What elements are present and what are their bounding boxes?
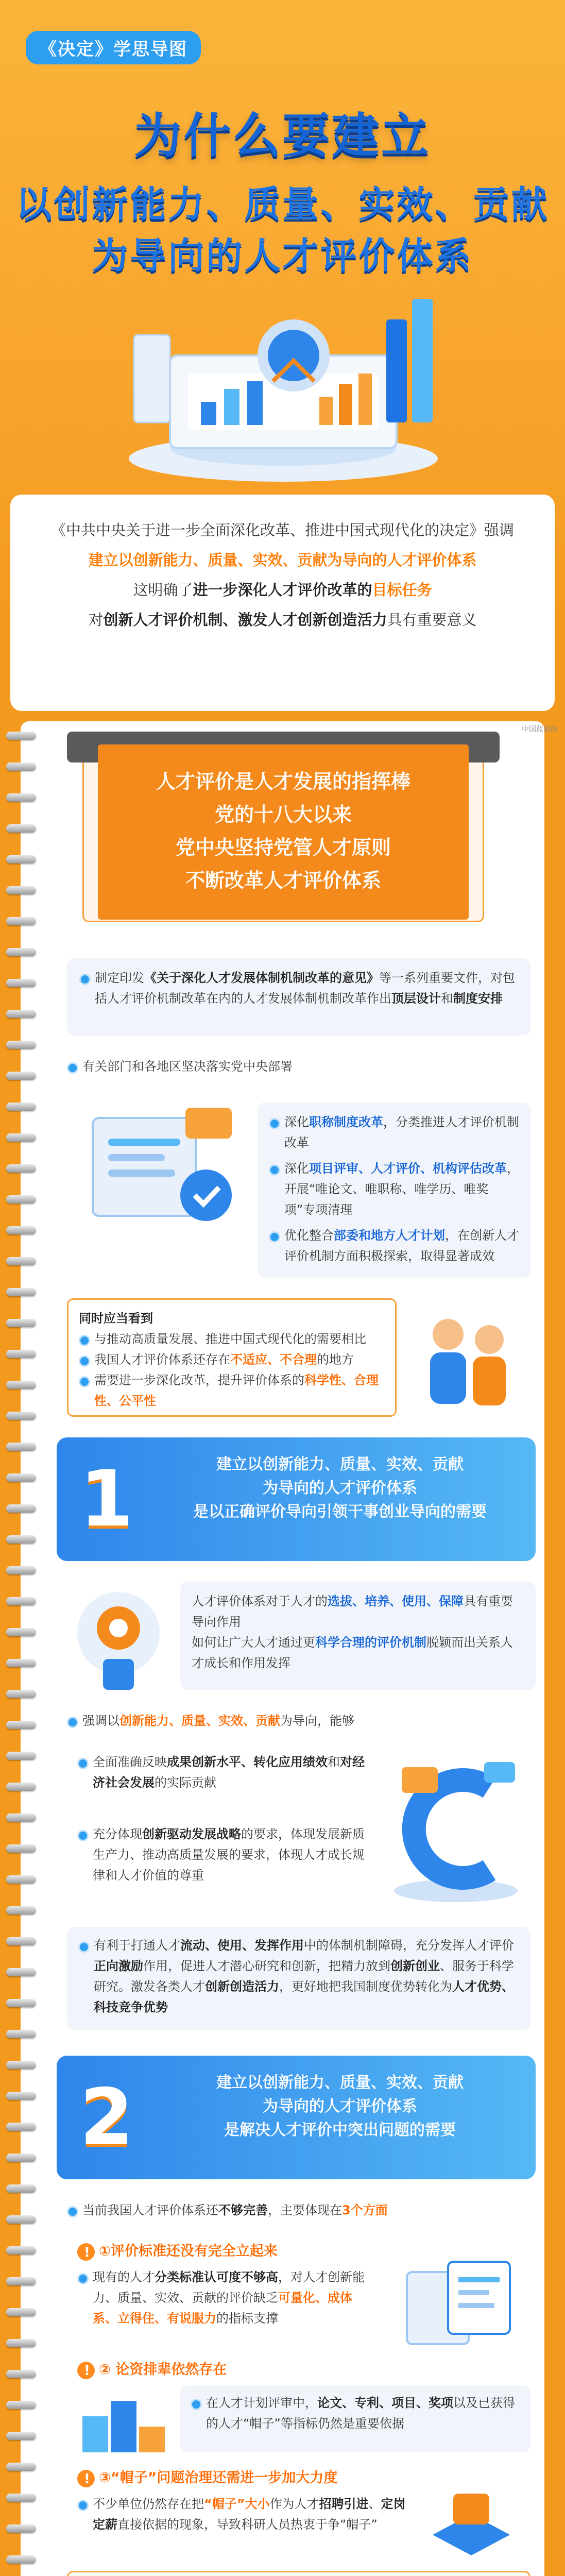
intro-line1: 《中共中央关于进一步全面深化改革、推进中国式现代化的决定》强调: [50, 521, 514, 539]
s1p5-e: 作用，促进人才潜心研究和创新，把精力放到: [143, 1959, 390, 1973]
header-tag: 《决定》学思导图: [26, 31, 201, 64]
h2-c: 的地方: [317, 1352, 354, 1367]
r3-a: 优化整合: [284, 1228, 334, 1243]
s2p2-a: 在人才计划评审中，: [206, 2396, 317, 2410]
section-2-title: [155, 2071, 525, 2142]
s1p3-b: 成果创新水平、转化应用绩效: [167, 1755, 328, 1769]
s2-intro: [67, 2200, 530, 2226]
b1-d: 顶层设计: [391, 991, 441, 1006]
notebook-ring: [6, 1412, 36, 1420]
s1-title-l2: 为导向的人才评价体系: [263, 1479, 417, 1497]
notebook-ring: [6, 1504, 36, 1513]
notebook-ring: [6, 1381, 36, 1389]
s1p3-a: 全面准确反映: [93, 1755, 167, 1769]
notebook-ring: [6, 1628, 36, 1636]
s1p1-d: 如何让广大人才通过更: [192, 1635, 315, 1650]
s1p4-c: 的要求，体现发展新质生产力、推动高质量发展的要求，体现人才成长规律和人才价值的尊重: [93, 1827, 365, 1883]
documents-illustration: [391, 2257, 525, 2354]
implementation-text: 有关部门和各地区坚决落实党中央部署: [67, 1056, 530, 1077]
h3-a: 需要进一步深化改革，提升评价体系的: [94, 1373, 304, 1387]
watermark: 中国蓝新闻: [522, 725, 558, 734]
s2i-b: 不够完善: [218, 2203, 268, 2217]
h2-a: 我国人才评价体系还存在: [94, 1352, 230, 1367]
s1p3-c: 和: [328, 1755, 340, 1769]
hat-illustration: [417, 2483, 525, 2561]
notebook-ring: [6, 1535, 36, 1544]
section-1-title: [155, 1453, 525, 1524]
b1-e: 和: [441, 991, 453, 1006]
reform-item-3: [269, 1225, 519, 1266]
notebook-ring: [6, 1350, 36, 1358]
notebook-ring: [6, 732, 36, 740]
notebook-ring: [6, 762, 36, 771]
r2-a: 深化: [284, 1161, 309, 1176]
s1p5-g: 、服务于科学研究。激发各类人才: [94, 1959, 514, 1994]
notebook-ring: [6, 1133, 36, 1142]
notebook-ring: [6, 1783, 36, 1791]
s1p1-b: 选拔、培养、使用、保障: [328, 1594, 464, 1608]
banner-line2: 党的十八大以来: [214, 803, 352, 826]
notebook-ring: [6, 1999, 36, 2007]
printer-banner: [67, 732, 500, 917]
s1-mechanism: [67, 1927, 530, 2030]
s1-title-l3: 是以正确评价导向引领干事创业导向的需要: [193, 1503, 487, 1521]
banner-line3: 党中央坚持党管人才原则: [175, 836, 391, 859]
s2p3-c: 作为人才: [269, 2497, 319, 2511]
s1-reflect-text: [77, 1752, 366, 1793]
banner-line4: 不断改革人才评价体系: [185, 869, 381, 892]
r2-c: ，开展“唯论文、唯职称、唯学历、唯奖项”专项清理: [284, 1161, 519, 1217]
notebook-ring: [6, 1195, 36, 1204]
notebook-ring: [6, 2123, 36, 2131]
gear-person-illustration: [67, 1577, 170, 1695]
s2p3-text: [77, 2494, 407, 2535]
b1-f: 制度安排: [453, 991, 503, 1006]
alert-icon: [77, 2470, 95, 2487]
s2-problem-2: [180, 2385, 530, 2452]
s2p2-c: 以及已获得的人才“帽子”等指标仍然是重要依据: [206, 2396, 515, 2431]
notebook-ring: [6, 1937, 36, 1945]
s1p5-a: 有利于打通人才: [94, 1938, 180, 1953]
s1-evaluation-role: [180, 1582, 536, 1690]
notebook-ring: [6, 2184, 36, 2193]
notebook-ring: [6, 2370, 36, 2378]
however-title: 同时应当看到: [79, 1311, 153, 1326]
s2-title-l1: 建立以创新能力、质量、实效、贡献: [216, 2074, 464, 2092]
notebook-ring: [6, 1659, 36, 1667]
s1p1-c: 具有重要导向作用: [192, 1594, 513, 1629]
s1-emphasis: [67, 1710, 530, 1736]
s2h2-text: ② 论资排辈依然存在: [99, 2362, 227, 2378]
r1-b: 职称制度改革: [309, 1115, 383, 1129]
r2-b: 项目评审、人才评价、机构评估改革: [309, 1161, 507, 1176]
intro-line4-c: 具有重要意义: [387, 611, 477, 629]
notebook-ring: [6, 855, 36, 863]
notebook-ring: [6, 1690, 36, 1698]
s1p4-b: 创新驱动发展战略: [142, 1827, 241, 1841]
intro-line3: [26, 575, 539, 605]
notebook-ring: [6, 1103, 36, 1111]
notebook-ring: [6, 2432, 36, 2440]
s2p1-a: 现有的人才: [93, 2270, 155, 2284]
notebook-rings: [6, 732, 37, 2576]
s2p1-c: ，对人才创新能力、质量、实效、贡献的评价缺乏: [93, 2270, 365, 2305]
block-reform-measures: [258, 1103, 530, 1278]
s1p5-b: 流动、使用、发挥作用: [180, 1938, 304, 1953]
s1p1-e: 科学合理的评价机制: [315, 1635, 426, 1650]
s1p1-f: 脱颖而出关系人才成长和作用发挥: [192, 1635, 513, 1670]
s1p5-j: 人才优势、科技竞争优势: [94, 1979, 514, 2014]
notebook-ring: [6, 1597, 36, 1605]
b1-b: 《关于深化人才发展体制机制改革的意见》: [144, 971, 379, 985]
notebook-ring: [6, 1721, 36, 1729]
s2-title-l3: 是解决人才评价中突出问题的需要: [224, 2121, 456, 2139]
s1p4-a: 充分体现: [93, 1827, 142, 1841]
notebook-ring: [6, 1906, 36, 1914]
s1-reflect: [77, 1752, 366, 1819]
s2-problem-2-heading: [77, 2360, 510, 2380]
b1-c: 等一系列重要文件，对包括人才评价机制改革在内的人才发展体制机制改革作出: [95, 971, 515, 1006]
notebook-ring: [6, 917, 36, 925]
block-however: [67, 1298, 397, 1417]
h2-b: 不适应、不合理: [230, 1352, 317, 1367]
h3-b: 科学性、合理性、公平性: [94, 1373, 379, 1408]
section-1-number: 1: [79, 1454, 134, 1544]
s1-strategy: [77, 1824, 366, 1911]
alert-icon: [77, 2243, 95, 2261]
notebook-ring: [6, 2154, 36, 2162]
notebook-ring: [6, 2339, 36, 2347]
s1p1-a: 人才评价体系对于人才的: [192, 1594, 328, 1608]
s1p3-e: 的实际贡献: [155, 1775, 216, 1790]
notebook-ring: [6, 2401, 36, 2409]
s1p5-d: 正向激励: [94, 1959, 143, 1973]
policy-docs-text: [79, 968, 518, 1009]
hero-title-line3: 为导向的人才评价体系: [92, 234, 473, 277]
intro-line2: 建立以创新能力、质量、实效、贡献为导向的人才评价体系: [88, 551, 477, 569]
s2p1-b: 分类标准认可度不够高: [155, 2270, 278, 2284]
block-implementation: [67, 1056, 530, 1082]
r3-c: ，在创新人才评价机制方面积极探索，取得显著成效: [284, 1228, 519, 1263]
notebook-ring: [6, 2555, 36, 2564]
notebook-ring: [6, 2030, 36, 2038]
s1-title-l1: 建立以创新能力、质量、实效、贡献: [216, 1455, 464, 1473]
notebook-ring: [6, 1875, 36, 1884]
b1-a: 制定印发: [95, 971, 144, 985]
notebook-ring: [6, 2246, 36, 2255]
s2p3-f: 定岗定薪: [93, 2497, 406, 2532]
however-item-1: 与推动高质量发展、推进中国式现代化的需要相比: [79, 1329, 385, 1349]
hero-title-line2: 以创新能力、质量、实效、贡献: [15, 183, 550, 225]
intro-line4: [26, 605, 539, 635]
s2p2-b: 论文、专利、项目、奖项: [317, 2396, 453, 2410]
notebook-ring: [6, 2494, 36, 2502]
notebook-ring: [6, 793, 36, 802]
notebook-ring: [6, 2277, 36, 2285]
intro-card: [10, 495, 555, 711]
intro-line3-a: 这明确了: [133, 581, 193, 599]
notebook-ring: [6, 1814, 36, 1822]
s1p2-b: 创新能力、质量、实效、贡献: [119, 1714, 280, 1728]
notebook-ring: [6, 1443, 36, 1451]
r1-a: 深化: [284, 1115, 309, 1129]
notebook-ring: [6, 948, 36, 956]
hero-illustration: [98, 278, 469, 484]
s1-strategy-text: [77, 1824, 366, 1886]
s2h1-text: ①评价标准还没有完全立起来: [99, 2243, 278, 2259]
notebook-ring: [6, 2092, 36, 2100]
r1-c: ，分类推进人才评价机制改革: [284, 1115, 519, 1150]
notebook-ring: [6, 1288, 36, 1296]
s1p2-a: 强调以: [82, 1714, 119, 1728]
section-1-header: [57, 1437, 536, 1561]
intro-line3-b: 进一步深化人才评价改革的: [193, 581, 372, 599]
notebook-ring: [6, 1164, 36, 1173]
s2-problem-3: [77, 2494, 407, 2561]
notebook-ring: [6, 1752, 36, 1760]
reform-item-1: [269, 1112, 519, 1153]
notebook-ring: [6, 1473, 36, 1482]
section-2-header: [57, 2056, 536, 2179]
notebook-ring: [6, 1844, 36, 1853]
s2p1-text: [77, 2267, 376, 2329]
s1-emphasis-text: [67, 1710, 530, 1731]
c-shape-illustration: [381, 1752, 530, 1906]
s1-mechanism-text: [78, 1935, 519, 2018]
s2p1-e: 的指标支撑: [216, 2311, 278, 2326]
section-2-number: 2: [79, 2073, 134, 2162]
intro-line3-c: 目标任务: [372, 581, 432, 599]
s2p1-d: 可量化、成体系、立得住、有说服力: [93, 2291, 352, 2326]
notebook-ring: [6, 2215, 36, 2224]
notebook-ring: [6, 1319, 36, 1327]
s2p3-a: 不少单位仍然存在把: [93, 2497, 204, 2511]
s2i-a: 当前我国人才评价体系还: [82, 2203, 218, 2217]
notebook-ring: [6, 824, 36, 833]
s2i-d: 3个方面: [342, 2203, 388, 2217]
people-illustration: [407, 1303, 525, 1417]
banner-line1: 人才评价是人才发展的指挥棒: [156, 770, 410, 793]
s1p5-f: 创新创业: [390, 1959, 440, 1973]
s2p3-g: 直接依据的现象，导致科研人员热衷于争“帽子”: [117, 2517, 378, 2532]
r3-b: 部委和地方人才计划: [334, 1228, 445, 1243]
ranking-illustration: [72, 2380, 175, 2458]
banner-paper: [98, 744, 469, 920]
reform-illustration: [82, 1097, 247, 1242]
s2i-c: ，主要体现在: [268, 2203, 342, 2217]
s2p2-text: [191, 2393, 520, 2434]
notebook-ring: [6, 1010, 36, 1018]
reform-item-2: [269, 1158, 519, 1220]
notebook-ring: [6, 1041, 36, 1049]
s2p3-b: “帽子”大小: [204, 2497, 270, 2511]
intro-line4-b: 创新人才评价机制、激发人才创新创造活力: [103, 611, 387, 629]
s1p5-c: 中的体制机制障碍，充分发挥人才评价: [304, 1938, 514, 1953]
s2h3-text: ③“帽子”问题治理还需进一步加大力度: [99, 2470, 338, 2486]
s2p3-e: 、: [368, 2497, 381, 2511]
block-policy-docs: [67, 958, 530, 1036]
notebook-ring: [6, 2308, 36, 2316]
hero-title-line1: 为什么要建立: [134, 108, 431, 163]
notebook-ring: [6, 886, 36, 894]
s2-problem-1: [77, 2267, 376, 2349]
s1p5-h: 创新创造活力: [205, 1979, 279, 1994]
notebook-ring: [6, 1968, 36, 1976]
notebook-ring: [6, 2061, 36, 2069]
notebook-ring: [6, 2524, 36, 2533]
however-item-3: [79, 1370, 385, 1411]
s1p2-c: 为导向，能够: [280, 1714, 354, 1728]
notebook-ring: [6, 1257, 36, 1265]
notebook-ring: [6, 1566, 36, 1574]
s2p3-d: 招聘引进: [319, 2497, 369, 2511]
s2-title-l2: 为导向的人才评价体系: [263, 2097, 417, 2115]
notebook-ring: [6, 2463, 36, 2471]
s2-intro-text: [67, 2200, 530, 2221]
notebook-ring: [6, 1072, 36, 1080]
intro-line4-a: 对: [88, 611, 104, 629]
notebook-ring: [6, 979, 36, 987]
s1p5-i: ，更好地把我国制度优势转化为: [279, 1979, 452, 1994]
alert-icon: [77, 2362, 95, 2379]
however-item-2: [79, 1349, 385, 1370]
s1p3-d: 对经济社会发展: [93, 1755, 365, 1790]
s2-solution: [67, 2571, 530, 2576]
notebook-ring: [6, 1226, 36, 1234]
